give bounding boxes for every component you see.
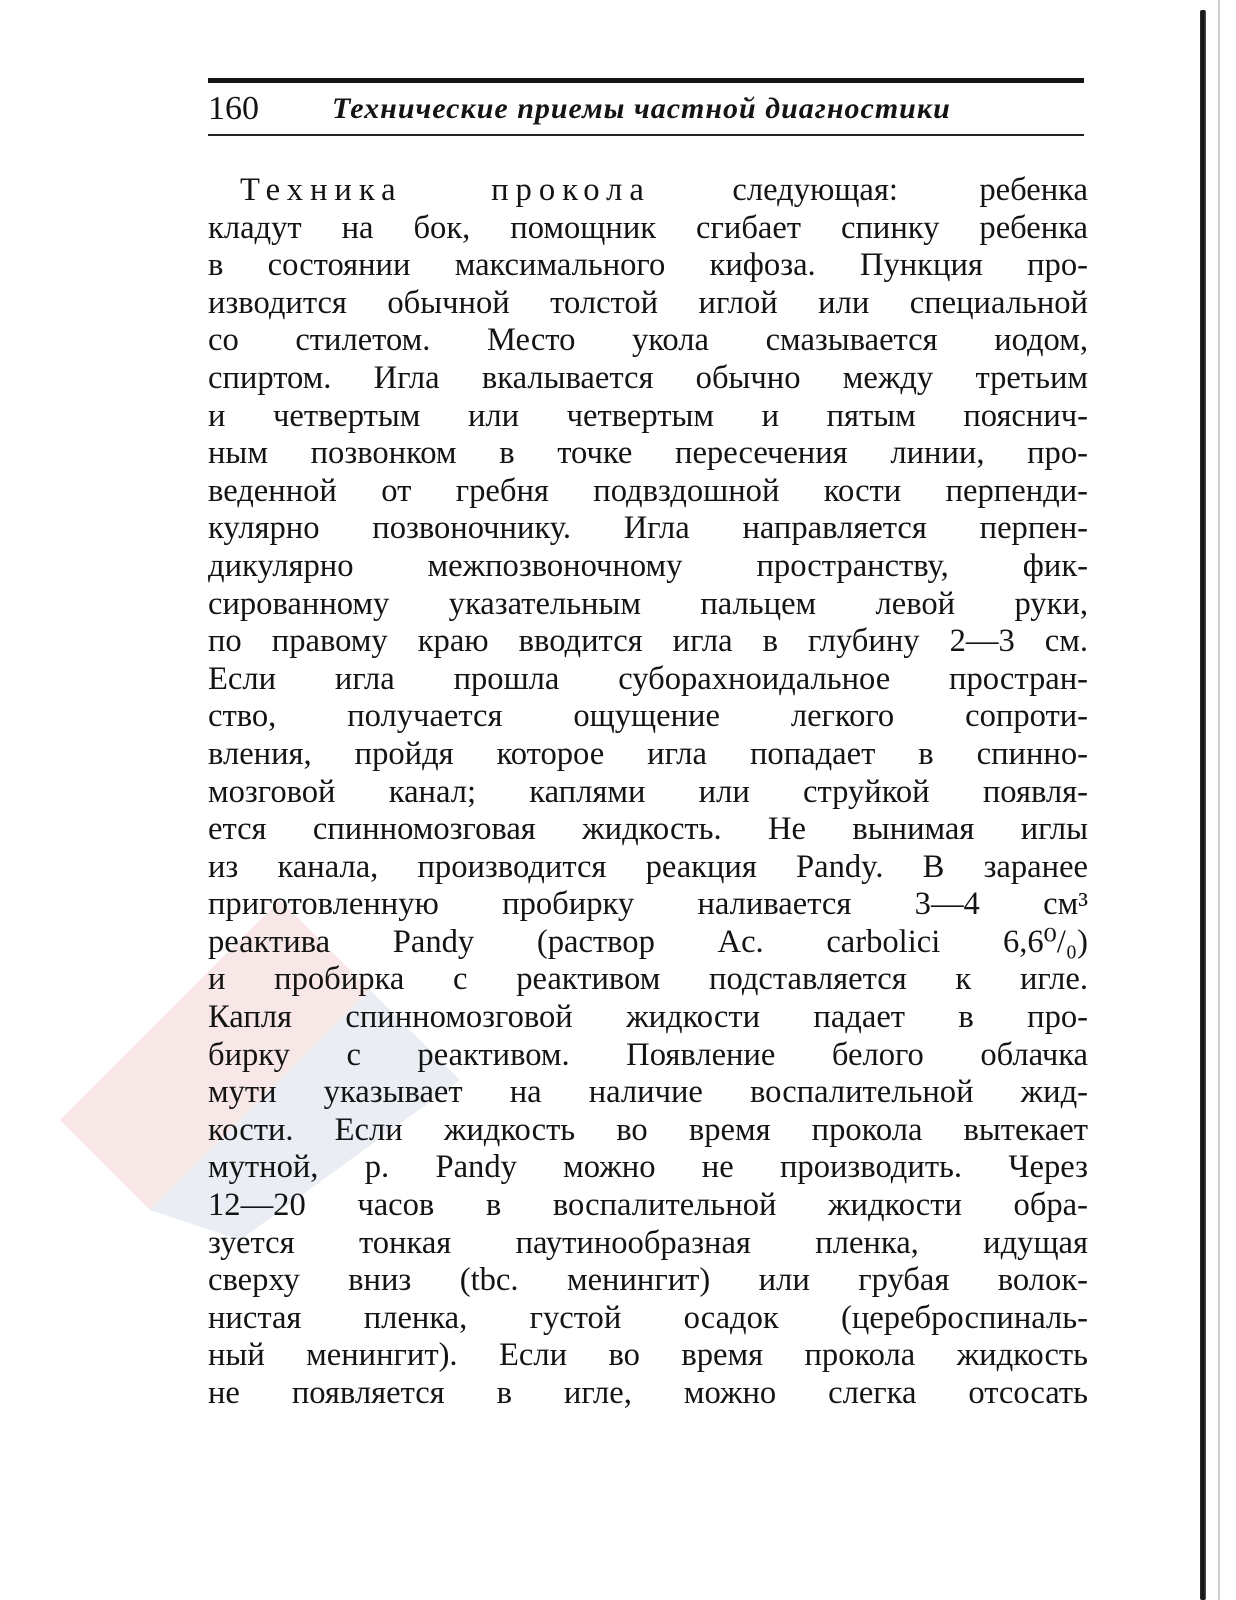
text-line: веденной от гребня подвздошной кости перпенди- xyxy=(208,472,1088,509)
text-line: 12—20 часов в воспалительной жидкости обра- xyxy=(208,1187,1088,1224)
text-line: в состоянии максимального кифоза. Пункция про- xyxy=(208,247,1088,284)
header-rule-bottom xyxy=(208,134,1084,136)
text-line: спиртом. Игла вкалывается обычно между третьим xyxy=(208,359,1088,396)
text-line: мути указывает на наличие воспалительной жид- xyxy=(208,1074,1088,1111)
header-rule-top xyxy=(208,78,1084,83)
text-line: Если игла прошла суборахноидальное простран- xyxy=(208,660,1088,697)
text-line: сверху вниз (tbc. менингит) или грубая волок- xyxy=(208,1262,1088,1299)
text-line: мозговой канал; каплями или струйкой появля- xyxy=(208,773,1088,810)
text-line: и пробирка с реактивом подставляется к игле. xyxy=(208,961,1088,998)
binding-edge xyxy=(1200,10,1206,1600)
text-line: приготовленную пробирку наливается 3—4 см³ xyxy=(208,886,1088,923)
running-title: Технические приемы частной диагностики xyxy=(332,92,951,125)
text-line: ется спинномозговая жидкость. Не вынимая иглы xyxy=(208,811,1088,848)
text-line: кулярно позвоночнику. Игла направляется перпен- xyxy=(208,510,1088,547)
text-line: по правому краю вводится игла в глубину 2—3 см. xyxy=(208,623,1088,660)
emphasized-term: Техника прокола xyxy=(240,172,651,208)
text-line: ство, получается ощущение легкого сопроти- xyxy=(208,698,1088,735)
text-line: кладут на бок, помощник сгибает спинку ребенка xyxy=(208,209,1088,246)
text-line: мутной, р. Pandy можно не производить. Через xyxy=(208,1149,1088,1186)
first-line-rest: следующая: ребенка xyxy=(732,172,1088,208)
text-line: со стилетом. Место укола смазывается иодом, xyxy=(208,322,1088,359)
text-line: ный менингит). Если во время прокола жидкость xyxy=(208,1337,1088,1374)
text-line: кости. Если жидкость во время прокола вытекает xyxy=(208,1111,1088,1148)
text-line: вления, пройдя которое игла попадает в спинно- xyxy=(208,735,1088,772)
scan-shadow xyxy=(1218,0,1220,1600)
text-line: изводится обычной толстой иглой или специальной xyxy=(208,284,1088,321)
page-number: 160 xyxy=(208,90,259,127)
text-line: и четвертым или четвертым и пятым пояснич- xyxy=(208,397,1088,434)
text-line: ным позвонком в точке пересечения линии, про- xyxy=(208,435,1088,472)
text-line: бирку с реактивом. Появление белого облачка xyxy=(208,1036,1088,1073)
text-line: зуется тонкая паутинообразная пленка, идущая xyxy=(208,1224,1088,1261)
text-line: из канала, производится реакция Pandy. В заранее xyxy=(208,848,1088,885)
body-text xyxy=(208,172,1088,1413)
paragraph-first-line xyxy=(208,172,1088,210)
running-header xyxy=(208,88,1084,130)
text-line: Капля спинномозговой жидкости падает в про- xyxy=(208,999,1088,1036)
text-line: дикулярно межпозвоночному пространству, фик- xyxy=(208,547,1088,584)
text-lines xyxy=(208,210,1088,1413)
text-line: нистая пленка, густой осадок (цереброспиналь- xyxy=(208,1299,1088,1336)
text-line: не появляется в игле, можно слегка отсосать xyxy=(208,1375,1088,1411)
text-line: реактива Pandy (раствор Ac. carbolici 6,6⁰/₀) xyxy=(208,923,1088,960)
text-line: сированному указательным пальцем левой руки, xyxy=(208,585,1088,622)
